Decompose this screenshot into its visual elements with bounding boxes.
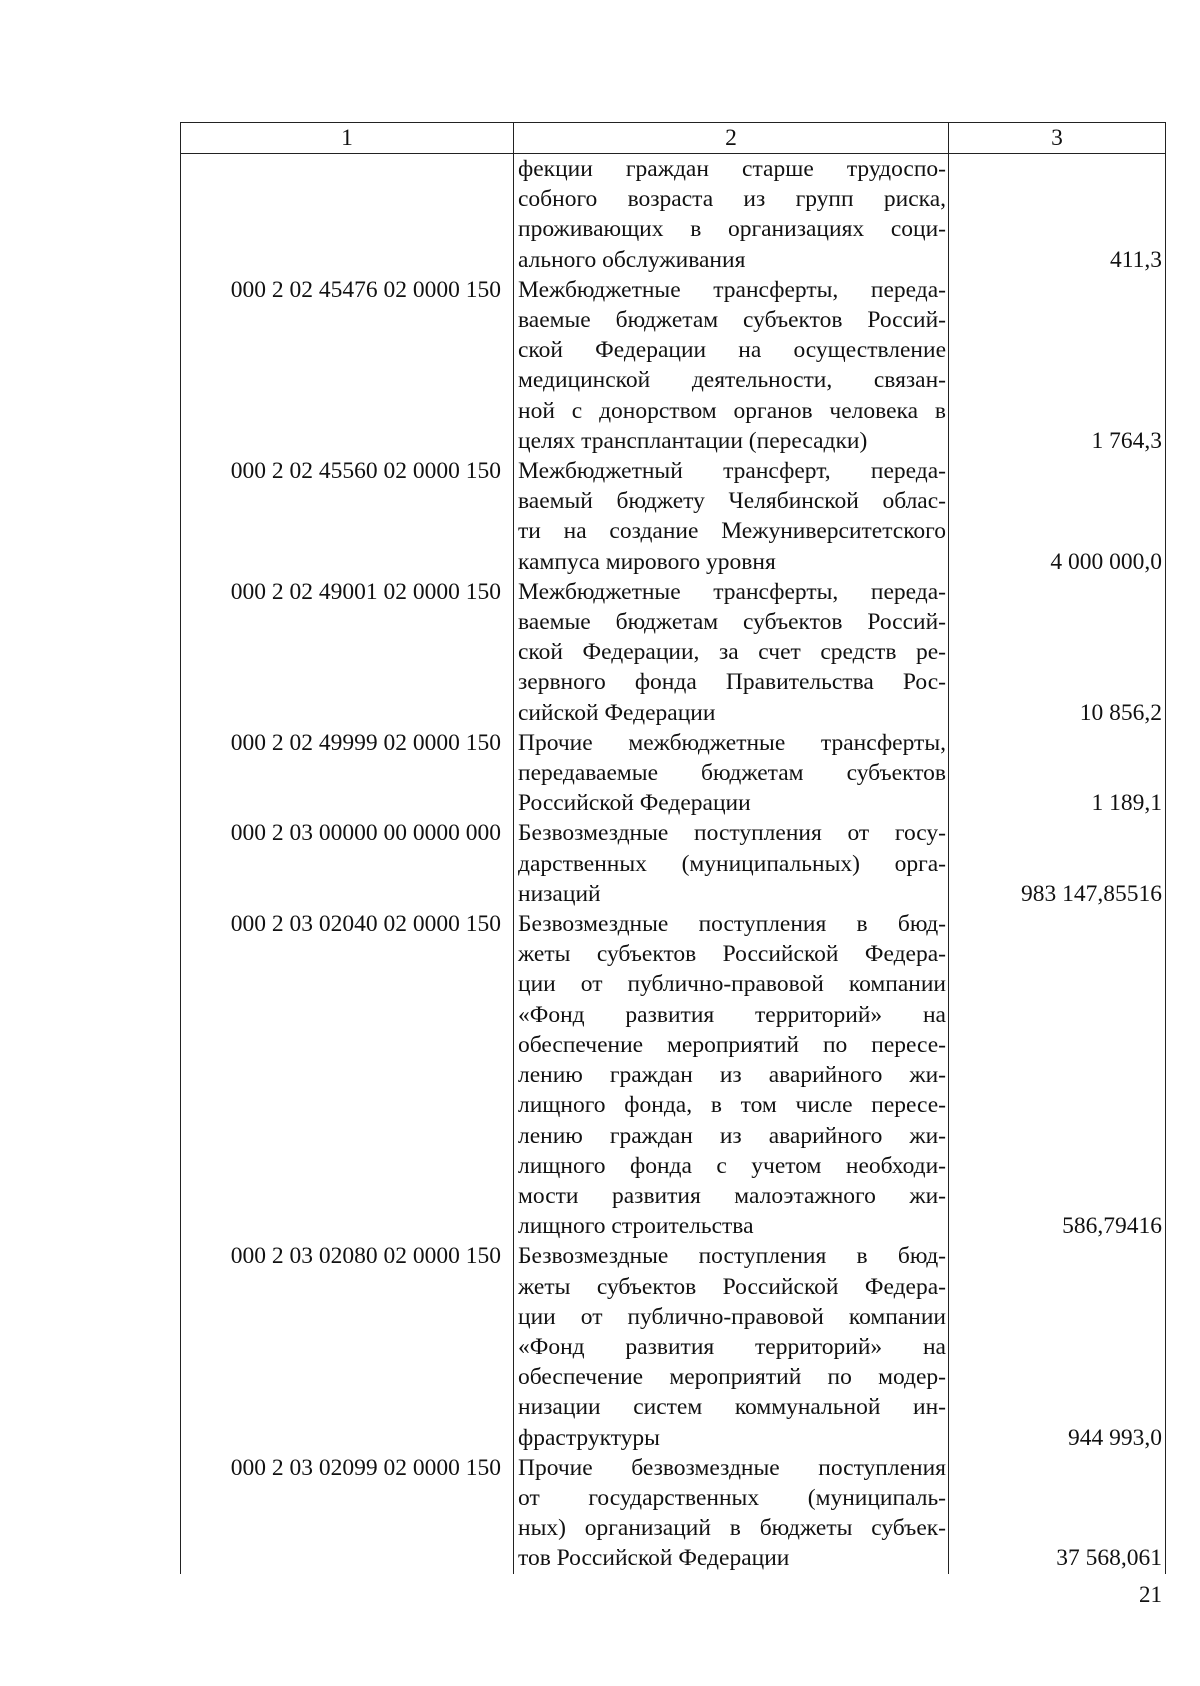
description-line: жеты субъектов Российской Федера- [518,941,946,968]
description-line: фраструктуры [518,1424,660,1451]
table-row [181,1453,1166,1574]
description-line: ции от публично-правовой компании [518,1303,946,1330]
table-row [181,909,1166,1241]
description-line: ваемые бюджетам субъектов Россий- [518,307,946,334]
description-line: Безвозмездные поступления в бюд- [518,911,946,938]
description-line: ной с донорством органов человека в [518,397,946,424]
description-line: Межбюджетный трансферт, переда- [518,458,946,485]
description-line: Прочие межбюджетные трансферты, [518,729,946,756]
description-line: лищного фонда, в том числе пересе- [518,1092,946,1119]
budget-amount: 37 568,061 [949,1453,1166,1574]
table-row [181,728,1166,819]
column-header-2: 2 [514,123,949,154]
budget-table [180,122,1166,1574]
table-row [181,456,1166,577]
budget-amount: 411,3 [949,154,1166,275]
budget-code: 000 2 02 49001 02 0000 150 [181,577,514,728]
budget-description [514,728,949,819]
budget-code: 000 2 03 02080 02 0000 150 [181,1241,514,1452]
budget-description [514,577,949,728]
description-line: передаваемые бюджетам субъектов [518,760,946,787]
budget-code: 000 2 02 45560 02 0000 150 [181,456,514,577]
description-line: Российской Федерации [518,790,751,817]
description-line: обеспечение мероприятий по пересе- [518,1031,946,1058]
budget-description [514,456,949,577]
budget-amount: 10 856,2 [949,577,1166,728]
budget-amount: 1 189,1 [949,728,1166,819]
table-row [181,818,1166,909]
description-line: ти на создание Межуниверситетского [518,518,946,545]
budget-amount: 586,79416 [949,909,1166,1241]
table-body [181,154,1166,1574]
column-header-1: 1 [181,123,514,154]
table-row [181,1241,1166,1452]
table-row [181,275,1166,456]
description-line: тов Российской Федерации [518,1545,790,1572]
budget-code: 000 2 03 00000 00 0000 000 [181,818,514,909]
description-line: «Фонд развития территорий» на [518,1001,946,1028]
description-line: фекции граждан старше трудоспо- [518,156,946,182]
budget-code [181,154,514,275]
description-line: низации систем коммунальной ин- [518,1394,946,1421]
description-line: низаций [518,880,601,907]
column-header-3: 3 [949,123,1166,154]
description-line: от государственных (муниципаль- [518,1484,946,1511]
description-line: жеты субъектов Российской Федера- [518,1273,946,1300]
budget-code: 000 2 03 02099 02 0000 150 [181,1453,514,1574]
description-line: медицинской деятельности, связан- [518,367,946,394]
description-line: «Фонд развития территорий» на [518,1333,946,1360]
table-header-row [181,123,1166,154]
description-line: лению граждан из аварийного жи- [518,1122,946,1149]
description-line: ской Федерации, за счет средств ре- [518,639,946,666]
description-line: Безвозмездные поступления от госу- [518,820,946,847]
description-line: дарственных (муниципальных) орга- [518,850,946,877]
description-line: Безвозмездные поступления в бюд- [518,1243,946,1270]
table-row [181,577,1166,728]
budget-description [514,818,949,909]
table-row [181,154,1166,275]
budget-code: 000 2 02 49999 02 0000 150 [181,728,514,819]
budget-amount: 1 764,3 [949,275,1166,456]
budget-description [514,275,949,456]
description-line: целях трансплантации (пересадки) [518,427,868,454]
description-line: ваемые бюджетам субъектов Россий- [518,609,946,636]
budget-amount: 983 147,85516 [949,818,1166,909]
description-line: ваемый бюджету Челябинской облас- [518,488,946,515]
budget-amount: 4 000 000,0 [949,456,1166,577]
description-line: Межбюджетные трансферты, переда- [518,578,946,605]
description-line: ской Федерации на осуществление [518,337,946,364]
description-line: Прочие безвозмездные поступления [518,1454,946,1481]
description-line: собного возраста из групп риска, [518,186,946,213]
description-line: сийской Федерации [518,699,716,726]
description-line: лению граждан из аварийного жи- [518,1062,946,1089]
description-line: ных) организаций в бюджеты субъек- [518,1515,946,1542]
budget-code: 000 2 02 45476 02 0000 150 [181,275,514,456]
description-line: проживающих в организациях соци- [518,216,946,243]
description-line: ального обслуживания [518,246,746,273]
budget-description [514,909,949,1241]
description-line: Межбюджетные трансферты, переда- [518,276,946,303]
description-line: ции от публично-правовой компании [518,971,946,998]
budget-description [514,1453,949,1574]
description-line: кампуса мирового уровня [518,548,776,575]
description-line: лищного строительства [518,1213,754,1240]
page-number: 21 [1139,1582,1162,1607]
description-line: лищного фонда с учетом необходи- [518,1152,946,1179]
budget-code: 000 2 03 02040 02 0000 150 [181,909,514,1241]
budget-amount: 944 993,0 [949,1241,1166,1452]
budget-description [514,1241,949,1452]
description-line: обеспечение мероприятий по модер- [518,1364,946,1391]
budget-description [514,154,949,275]
description-line: зервного фонда Правительства Рос- [518,669,946,696]
description-line: мости развития малоэтажного жи- [518,1182,946,1209]
